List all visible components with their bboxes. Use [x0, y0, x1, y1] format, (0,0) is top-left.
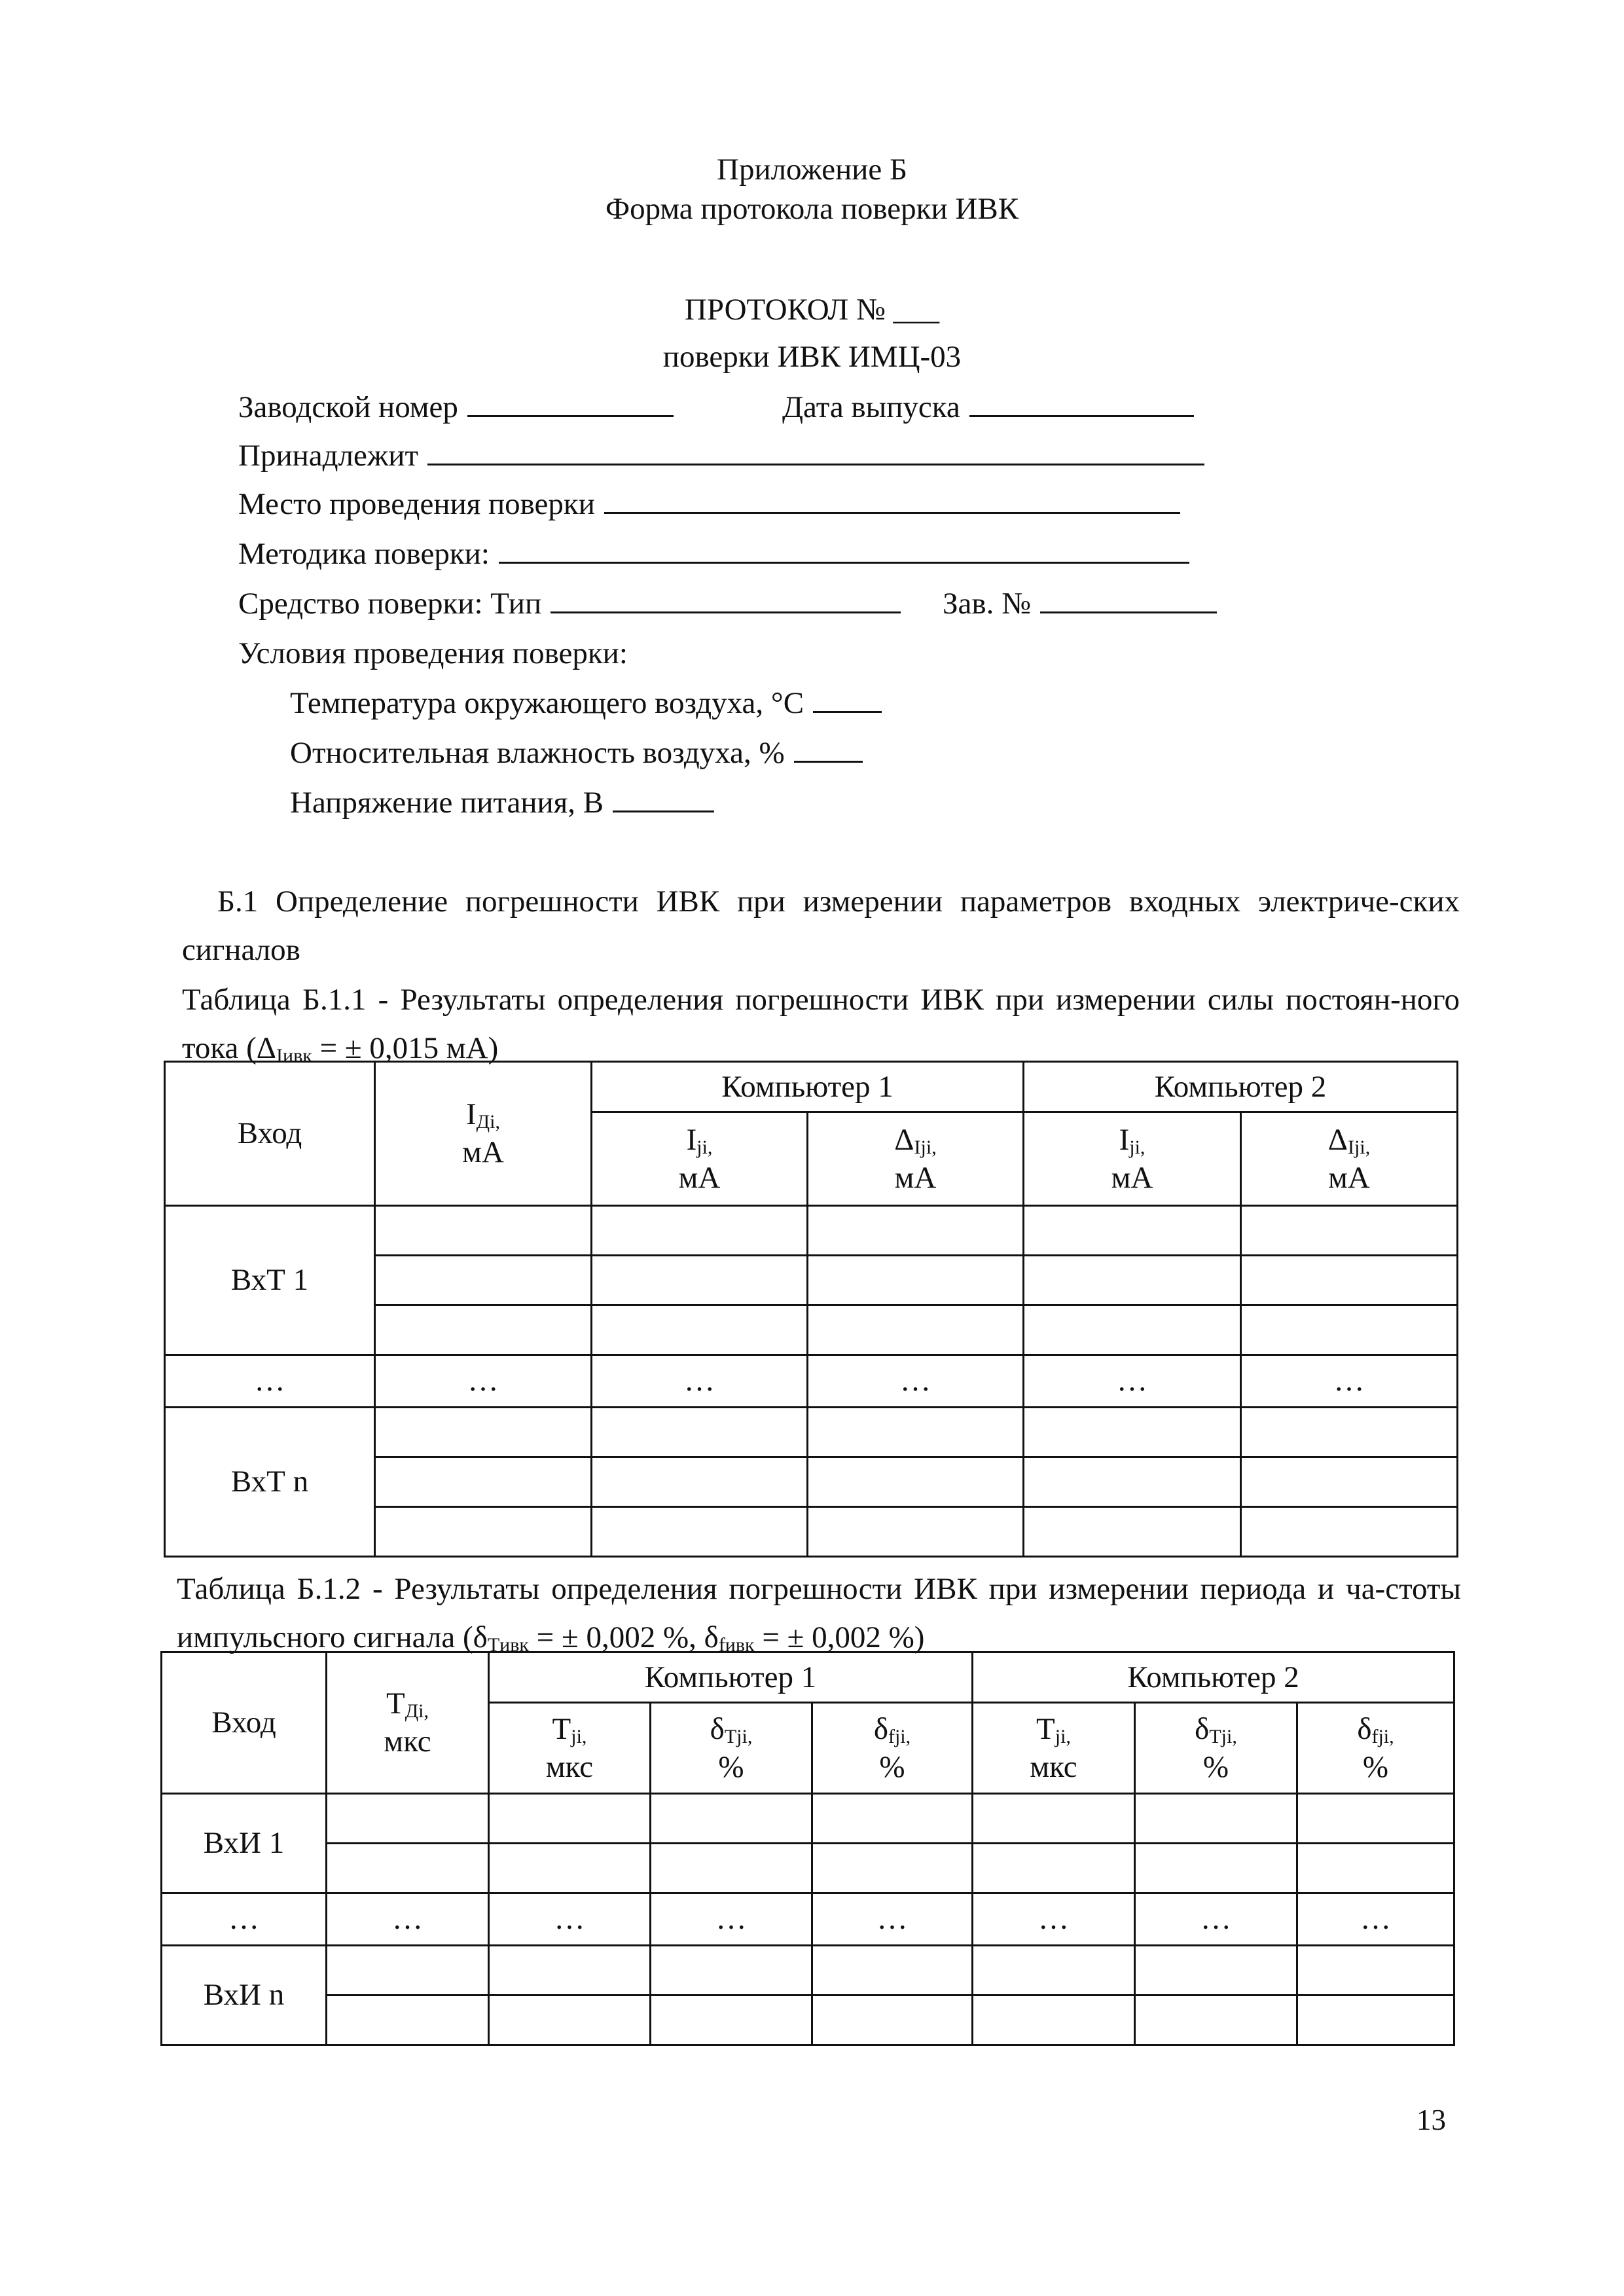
- t1-header-delta-c1: $\Delta_{Iji,}$ мА: [808, 1112, 1024, 1206]
- page-number: 13: [1416, 2104, 1446, 2136]
- temperature-blank[interactable]: [813, 685, 882, 713]
- table-row: [165, 1408, 1458, 1457]
- t1-header-computer1: Компьютер 1: [592, 1062, 1024, 1112]
- t2-header-df-c2: $\delta_{fji,}$ %: [1297, 1703, 1454, 1794]
- serial-number-blank[interactable]: [467, 389, 674, 417]
- belongs-to-blank[interactable]: [427, 437, 1204, 465]
- t1-header-delta-c2: $\Delta_{Iji,}$ мА: [1241, 1112, 1458, 1206]
- t1-header-id: $I_{Дi,}$ мА: [375, 1062, 592, 1206]
- table-row-ellipsis: … … … … … …: [165, 1355, 1458, 1408]
- means-type-label: Средство поверки: Тип: [238, 587, 542, 621]
- table-b11: [164, 1061, 1458, 1558]
- t2-header-t-c1: $Т_{ji,}$ мкс: [489, 1703, 651, 1794]
- belongs-to-label: Принадлежит: [238, 439, 419, 473]
- t1-header-computer2: Компьютер 2: [1024, 1062, 1458, 1112]
- table-row: [165, 1206, 1458, 1256]
- t1-header-input: Вход: [165, 1062, 375, 1206]
- t2-header-dt-c2: $\delta_{Tji,}$ %: [1135, 1703, 1297, 1794]
- t2-header-td: $Т_{Дi,}$ мкс: [327, 1652, 489, 1794]
- temperature-field: [290, 685, 882, 721]
- voltage-label: Напряжение питания, В: [290, 786, 604, 820]
- table-row-ellipsis: … … … … … … … …: [162, 1893, 1454, 1946]
- method-field: [238, 536, 1189, 572]
- humidity-label: Относительная влажность воздуха, %: [290, 736, 785, 770]
- table-row: [162, 1946, 1454, 1995]
- means-serial-blank[interactable]: [1040, 585, 1217, 613]
- section-b1-text: Б.1 Определение погрешности ИВК при измерении параметров входных электриче-ских сигналов: [182, 884, 1460, 967]
- t2-header-df-c1: $\delta_{fji,}$ %: [812, 1703, 973, 1794]
- t2-header-dt-c1: $\delta_{Tji,}$ %: [651, 1703, 812, 1794]
- release-date-field: [782, 389, 1194, 426]
- release-date-blank[interactable]: [969, 389, 1194, 417]
- place-blank[interactable]: [604, 486, 1180, 514]
- release-date-label: Дата выпуска: [782, 390, 960, 424]
- appendix-title: Приложение Б: [717, 153, 907, 187]
- t1-header-i-c1: $I_{ji,}$ мА: [592, 1112, 808, 1206]
- protocol-title: ПРОТОКОЛ № ___: [684, 293, 940, 327]
- table2-caption: Таблица Б.1.2 - Результаты определения погрешности ИВК при измерении периода и ча-стоты импульсного сигнала ($\delta_{Tивк}$ = ± 0,002 %, $\delta_{fивк}$ = ± 0,002 %): [177, 1572, 1461, 1656]
- table-row: [162, 1844, 1454, 1893]
- protocol-subtitle: поверки ИВК ИМЦ-03: [662, 340, 962, 374]
- t2-header-t-c2: $Т_{ji,}$ мкс: [973, 1703, 1135, 1794]
- voltage-field: [290, 784, 714, 821]
- form-title: Форма протокола поверки ИВК: [605, 192, 1019, 226]
- belongs-to-field: [238, 437, 1204, 474]
- means-serial-field: [943, 585, 1217, 622]
- t1-row-label-last: ВхТ n: [165, 1408, 375, 1557]
- table-b12: [160, 1651, 1455, 2046]
- t1-header-i-c2: $I_{ji,}$ мА: [1024, 1112, 1241, 1206]
- table-row: [162, 1794, 1454, 1844]
- place-label: Место проведения поверки: [238, 487, 595, 521]
- humidity-field: [290, 735, 863, 771]
- conditions-label: Условия проведения поверки:: [238, 636, 628, 670]
- means-serial-label: Зав. №: [943, 587, 1031, 621]
- means-type-blank[interactable]: [550, 585, 901, 613]
- t1-row-label-first: ВхТ 1: [165, 1206, 375, 1355]
- method-blank[interactable]: [499, 536, 1189, 564]
- method-label: Методика поверки:: [238, 537, 490, 571]
- serial-number-label: Заводской номер: [238, 390, 458, 424]
- t2-row-label-first: ВхИ 1: [162, 1794, 327, 1893]
- t2-header-computer2: Компьютер 2: [973, 1652, 1454, 1703]
- temperature-label: Температура окружающего воздуха, °С: [290, 686, 804, 720]
- t2-header-input: Вход: [162, 1652, 327, 1794]
- voltage-blank[interactable]: [613, 784, 714, 812]
- table1-caption: Таблица Б.1.1 - Результаты определения погрешности ИВК при измерении силы постоян-ного тока ($\Delta_{Iивк}$ = ± 0,015 мА): [182, 983, 1460, 1066]
- place-field: [238, 486, 1180, 522]
- t2-row-label-last: ВхИ n: [162, 1946, 327, 2045]
- table-row: [162, 1995, 1454, 2045]
- humidity-blank[interactable]: [794, 735, 863, 763]
- serial-number-field: [238, 389, 674, 426]
- means-type-field: [238, 585, 901, 622]
- t2-header-computer1: Компьютер 1: [489, 1652, 973, 1703]
